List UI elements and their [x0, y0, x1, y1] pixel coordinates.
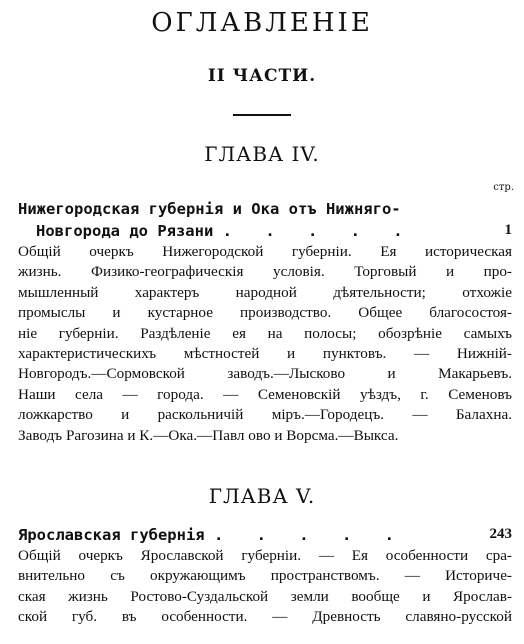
summary-line: Наши села — города. — Семеновскій уѣздъ, г. Семеновъ — [18, 385, 512, 403]
summary-line: ложкарство и раскольничій міръ.—Городецъ. — Балахна. — [18, 406, 512, 424]
section-title-yaroslavl — [18, 524, 512, 546]
page-column-label: стр. — [493, 182, 514, 193]
summary-line: Новгородъ.—Сормовской заводъ.—Лысково и Макарьевъ. — [18, 365, 512, 383]
page-number: 1 — [504, 222, 512, 238]
summary-line: жизнь. Физико-географическія условія. Торговый и про- — [18, 263, 512, 281]
summary-line: мышленный характеръ народной дѣятельности; отхожіе — [18, 283, 512, 301]
summary-line: Заводъ Рагозина и К.—Ока.—Павл ово и Ворсма.—Выкса. — [18, 426, 399, 444]
summary-line: промыслы и кустарное производство. Общее благосостоя- — [18, 304, 512, 322]
part-subtitle: II ЧАСТИ. — [207, 66, 317, 86]
section-summary-nizhny — [18, 242, 512, 446]
page-number: 243 — [489, 526, 512, 542]
chapter-heading-v: ГЛАВА V. — [208, 484, 316, 508]
section-title-nizhny — [18, 198, 512, 242]
summary-line: ніе губерніи. Раздѣленіе ея на полосы; обозрѣніе самыхъ — [18, 324, 512, 342]
summary-line: ской губ. въ особенности. — Древность славяно-русской — [18, 608, 512, 626]
chapter-heading-iv: ГЛАВА IV. — [204, 142, 320, 166]
summary-line: внительно съ окружающимъ пространствомъ. — Историче- — [18, 567, 512, 585]
section-title-text: Новгорода до Рязани — [36, 222, 214, 240]
summary-line: Общій очеркъ Ярославской губерніи. — Ея особенности сра- — [18, 547, 512, 564]
divider-rule — [233, 114, 291, 116]
section-title-line: Нижегородская губернія и Ока отъ Нижняго- — [18, 200, 401, 218]
page-title: ОГЛАВЛЕНІЕ — [151, 8, 373, 38]
section-title-text: Ярославская губернія — [18, 526, 205, 544]
summary-line: характеристическихъ мѣстностей и пунктовъ. — Нижній- — [18, 345, 512, 363]
dot-leader: . . . . . — [222, 222, 415, 240]
summary-line: Общій очеркъ Нижегородской губерніи. Ея историческая — [18, 243, 512, 260]
section-summary-yaroslavl — [18, 546, 512, 628]
section-title-line — [18, 220, 512, 242]
summary-line: ская жизнь Ростово-Суздальской земли вообще и Ярослав- — [18, 587, 512, 605]
dot-leader: . . . . . — [213, 526, 406, 544]
section-title-line — [18, 524, 512, 546]
